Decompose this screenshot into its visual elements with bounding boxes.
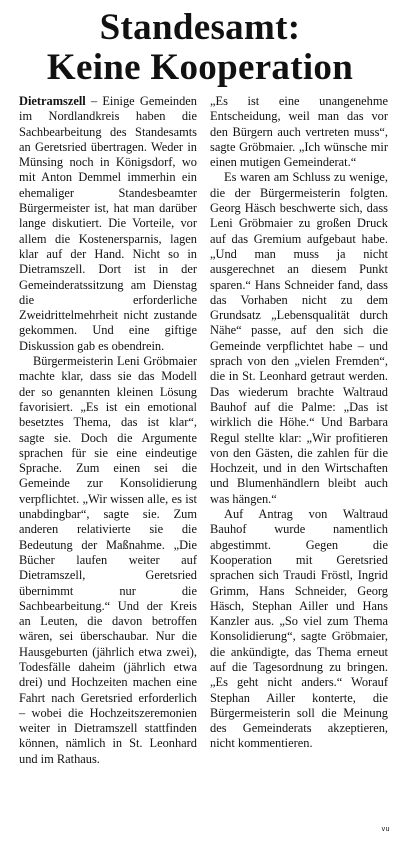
article-headline [0, 8, 400, 88]
paragraph-2: Bürgermeisterin Leni Gröbmaier machte klar, dass sie das Modell der so genannten kleinen Lösung favorisiert. „Es ist ein emotional besetztes Thema, das ist klar“, sagte sie. Doch die Argumente sprachen für sie eine eindeutige Sprache. Zum einen sei die Gemeinde zur Konsolidierung verpflichtet. „Wir wissen alle, es ist unabdingbar“, sagte sie. Zum anderen relativierte sie die Bedeutung der Maßnahme. „Die Bücher laufen weiter auf Dietramszell, Geretsried übernimmt nur die Sachbearbeitung.“ Und der Kreis an Leuten, die davon betroffen wären, sei überschaubar. Nur die Hausgeburten (jährlich etwa zwei), Todesfälle daheim (jährlich etwa drei) und Hochzeiten machen eine Fahrt nach Geretsried erforderlich – wobei die Hochzeitszeremonien weiter in Dietramszell stattfinden können, nämlich in St. Leonhard und im Rathaus. [19, 354, 197, 766]
lead-text: – Einige Gemeinden im Nordlandkreis haben die Sachbearbeitung des Standesamts an Geretsried übertragen. Weder in Münsing noch in Königsdorf, wo mit Anton Demmel immerhin ein ehemaliger Standesbeamter Bürgermeister ist, hat man darüber lange diskutiert. Die Vorteile, vor allem die Kostenersparnis, lagen klar auf der Hand. Nicht so in Dietramszell. Dort ist in der Gemeinderatssitzung am Dienstag die erforderliche Zweidrittelmehrheit nicht zustande gekommen. Und eine giftige Diskussion gab es obendrein. [19, 94, 197, 353]
headline-line-1: Standesamt: [99, 7, 301, 48]
paragraph-4: Es waren am Schluss zu wenige, die der Bürgermeisterin folgten. Georg Häsch beschwerte sich, dass Leni Gröbmaier zu großen Druck auf das Gremium aufgebaut habe. „Und man muss ja nicht ausgerechnet an diesem Punkt sparen.“ Hans Schneider fand, dass das Vorhaben nicht zu dem Grundsatz „Lebensqualität durch Nähe“ passe, auf den sich die Gemeinde verpflichtet habe – und sprach von den „vielen Fremden“, die in St. Leonhard getraut werden. Das wiederum brachte Waltraud Bauhof auf die Palme: „Das ist wirklich die Höhe.“ Und Barbara Regul stellte klar: „Wir profitieren von den Gästen, die zahlen für die Hochzeit, und in den Wirtschaften und Blumenhändlern bleibt auch was hängen.“ [210, 170, 388, 506]
author-initials: vu [381, 826, 390, 833]
column-right [210, 94, 388, 767]
dateline: Dietramszell [19, 94, 86, 108]
paragraph-5: Auf Antrag von Waltraud Bauhof wurde namentlich abgestimmt. Gegen die Kooperation mit Geretsried sprachen sich Traudi Fröstl, Ingrid Grimm, Hans Schneider, Georg Häsch, Stephan Ailler und Hans Kanzler aus. „So viel zum Thema Konsolidierung“, sagte Gröbmaier, die ankündigte, das Thema erneut auf die Tagesordnung zu bringen. „Es geht nicht anders.“ Worauf Stephan Ailler konterte, die Bürgermeisterin soll die Meinung des Gemeinderats akzeptieren, nicht kommentieren. [210, 507, 388, 751]
article-body [19, 94, 388, 767]
lead-paragraph [19, 94, 197, 354]
paragraph-3: „Es ist eine unangenehme Entscheidung, weil man das vor den Bürgern auch vertreten muss“, sagte Gröbmaier. „Ich wünsche mir einen mutigen Gemeinderat.“ [210, 94, 388, 170]
column-left [19, 94, 197, 767]
headline-line-2: Keine Kooperation [46, 47, 354, 88]
